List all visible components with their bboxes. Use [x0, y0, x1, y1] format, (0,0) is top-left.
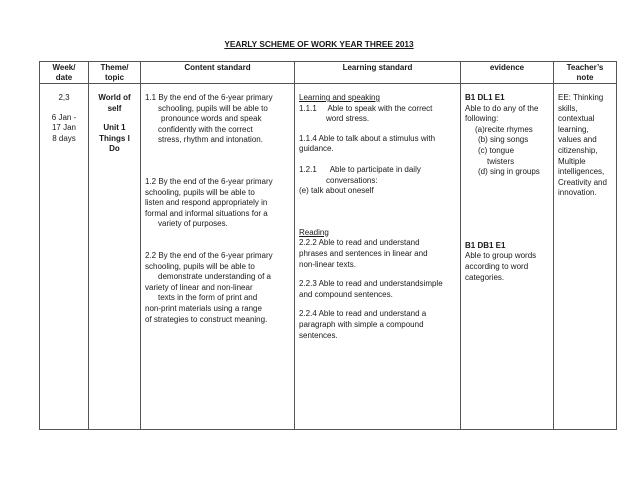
note-line: Multiple: [558, 156, 586, 166]
evidence-code: B1 DL1 E1: [465, 93, 505, 102]
learning-line: non-linear texts.: [299, 259, 356, 269]
note-line: Creativity and: [558, 177, 607, 187]
header-theme-line1: Theme/: [100, 63, 129, 72]
header-note: [554, 62, 617, 84]
content-line: texts in the form of print and: [158, 293, 258, 303]
evidence-line: categories.: [465, 272, 505, 282]
header-note-line1: Teacher’s: [566, 63, 604, 72]
header-week-line1: Week/: [52, 63, 76, 72]
content-line: confidently with the correct: [158, 124, 253, 134]
note-line: intelligences,: [558, 167, 605, 177]
header-theme-line2: topic: [104, 73, 125, 82]
header-learning: Learning standard: [295, 62, 461, 84]
content-line: pronounce words and speak: [161, 114, 262, 124]
evidence-code: B1 DB1 E1: [465, 240, 506, 250]
learning-line: 1.2.1 Able to participate in daily: [299, 164, 421, 174]
content-line: variety of linear and non-linear: [145, 282, 253, 292]
evidence-line: according to word: [465, 261, 529, 271]
week-cell: [40, 84, 89, 430]
content-line: formal and informal situations for a: [145, 208, 268, 218]
evidence-line: Able to do any of the: [465, 103, 539, 113]
week-date-end: 17 Jan: [51, 123, 77, 133]
evidence-line: (d) sing in groups: [478, 167, 540, 177]
header-note-line2: note: [576, 73, 594, 82]
learning-heading-reading: Reading: [299, 227, 329, 237]
evidence-line: (b) sing songs: [478, 135, 529, 145]
content-line: stress, rhythm and intonation.: [158, 135, 263, 145]
learning-line: sentences.: [299, 330, 338, 340]
learning-line: 2.2.2 Able to read and understand: [299, 238, 420, 248]
week-number: 2,3: [58, 93, 70, 102]
content-standard-1-2: [145, 177, 290, 230]
evidence-line: following:: [465, 114, 499, 124]
note-line: learning,: [558, 124, 589, 134]
evidence-line: Able to group words: [465, 251, 537, 261]
content-line: 1.2 By the end of the 6-year primary: [145, 176, 273, 186]
learning-line: word stress.: [326, 114, 370, 124]
scheme-table: [39, 61, 617, 430]
content-line: variety of purposes.: [158, 219, 228, 229]
evidence-line: twisters: [487, 156, 515, 166]
evidence-cell: [461, 84, 554, 430]
content-standard-1-1: [145, 93, 290, 146]
header-theme: [89, 62, 141, 84]
content-line: 1.1 By the end of the 6-year primary: [145, 93, 273, 102]
note-line: citizenship,: [558, 145, 598, 155]
learning-line: 2.2.4 Able to read and understand a: [299, 309, 427, 319]
theme-unit: Unit 1: [103, 123, 126, 133]
theme-topic: Things I Do: [99, 133, 130, 154]
table-row: [40, 84, 617, 430]
note-cell: [554, 84, 617, 430]
learning-line: paragraph with simple a compound: [299, 319, 424, 329]
content-line: 2.2 By the end of the 6-year primary: [145, 250, 273, 260]
content-line: demonstrate understanding of a: [158, 272, 271, 282]
content-line: schooling, pupils will be able to: [145, 187, 255, 197]
note-line: values and: [558, 135, 597, 145]
learning-line: conversations:: [326, 175, 378, 185]
learning-line: phrases and sentences in linear and: [299, 248, 428, 258]
note-line: skills,: [558, 103, 578, 113]
content-standard-2-2: [145, 251, 290, 325]
page-title: YEARLY SCHEME OF WORK YEAR THREE 2013: [224, 39, 414, 49]
header-week-line2: date: [55, 73, 73, 82]
note-line: contextual: [558, 114, 595, 124]
content-line: of strategies to construct meaning.: [145, 314, 268, 324]
learning-line: and compound sentences.: [299, 289, 393, 299]
header-week: [40, 62, 89, 84]
note-line: innovation.: [558, 188, 597, 198]
note-line: EE: Thinking: [558, 93, 604, 102]
learning-heading-listening: Learning and speaking: [299, 93, 380, 102]
week-date-start: 6 Jan -: [51, 112, 77, 122]
theme-line2: self: [107, 103, 122, 113]
learning-line: (e) talk about oneself: [299, 186, 374, 196]
evidence-line: (a)recite rhymes: [475, 124, 533, 134]
learning-cell: [295, 84, 461, 430]
theme-line1: World of: [98, 93, 131, 102]
header-evidence: evidence: [461, 62, 554, 84]
theme-cell: [89, 84, 141, 430]
content-cell: [141, 84, 295, 430]
content-line: schooling, pupils will be able to: [158, 103, 268, 113]
learning-line: 1.1.4 Able to talk about a stimulus with: [299, 133, 436, 143]
learning-line: guidance.: [299, 144, 334, 154]
content-line: schooling, pupils will be able to: [145, 261, 255, 271]
content-line: listen and respond appropriately in: [145, 198, 268, 208]
evidence-line: (c) tongue: [478, 145, 515, 155]
header-row: [40, 62, 617, 84]
learning-line: 1.1.1 Able to speak with the correct: [299, 103, 433, 113]
header-content: Content standard: [141, 62, 295, 84]
content-line: non-print materials using a range: [145, 303, 262, 313]
week-days: 8 days: [52, 133, 76, 143]
learning-line: 2.2.3 Able to read and understandsimple: [299, 279, 443, 289]
